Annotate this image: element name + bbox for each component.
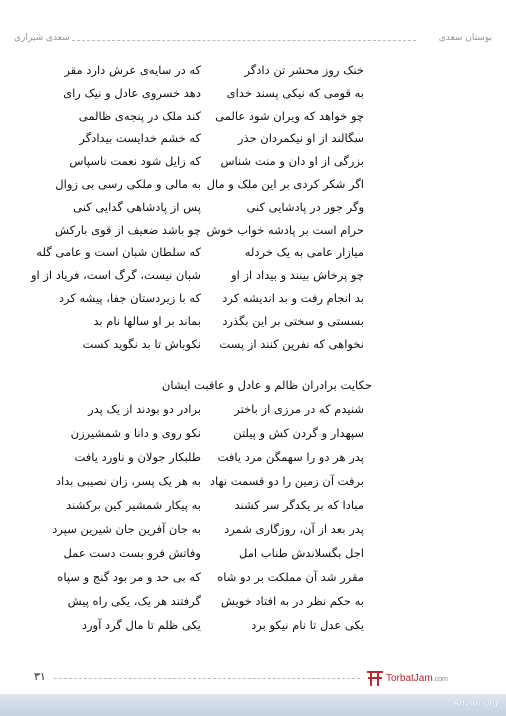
verse-row [0, 223, 506, 247]
verse-row [0, 618, 506, 642]
header-divider [72, 40, 416, 41]
second-hemistich: چو باشد ضعیف از قوی بارکش [55, 222, 201, 237]
second-hemistich: یکی ظلم تا مال گرد آورد [81, 618, 201, 632]
verse-row [0, 245, 506, 269]
second-hemistich: که با زیردستان جفا، پیشه کرد [58, 291, 201, 305]
verse-row [0, 570, 506, 594]
second-hemistich: به هر یک پسر، زان نصیبی بداد [55, 474, 201, 488]
second-hemistich: به جان آفرین جان شیرین سپرد [52, 522, 201, 536]
verse-row [0, 314, 506, 338]
watermark: Anvari.org [452, 698, 498, 709]
first-hemistich: بسستی و سختی بر این بگذرد [222, 313, 364, 328]
book-title: بوستان سعدی [438, 33, 492, 43]
verse-row [0, 337, 506, 361]
second-hemistich: دهد خسروی عادل و نیک رای [63, 85, 201, 100]
first-hemistich: سگالند از او نیکمردان حذر [237, 131, 364, 146]
verse-row [0, 63, 506, 87]
first-hemistich: مقرر شد آن مملکت بر دو شاه [217, 570, 364, 584]
verse-row [0, 594, 506, 618]
page-number: ۳۱ [34, 670, 46, 683]
first-hemistich: نخواهی که نفرین کنند از پست [219, 336, 364, 351]
second-hemistich: که در سایه‌ی عرش دارد مقر [64, 63, 201, 77]
first-hemistich: حرام است بر پادشه خواب خوش [206, 222, 364, 237]
verse-row [0, 522, 506, 546]
verse-row [0, 268, 506, 292]
verse-row [0, 109, 506, 133]
second-hemistich: کند ملک در پنجه‌ی ظالمی [78, 108, 201, 123]
verse-row [0, 291, 506, 315]
first-hemistich: اگر شکر کردی بر این ملک و مال [206, 177, 364, 191]
second-hemistich: نکوباش تا بد نگوید کست [82, 336, 201, 351]
verse-row [0, 154, 506, 178]
verse-row [0, 426, 506, 450]
verse-row [0, 200, 506, 224]
second-hemistich: به مالی و ملکی رسی بی زوال [55, 177, 201, 191]
first-hemistich: پدر هر دو را سهمگن مرد یافت [217, 450, 364, 464]
torbatjam-logo-icon [366, 668, 384, 688]
first-hemistich: میازار عامی به یک خردله [244, 245, 364, 260]
page-footer [0, 668, 506, 688]
first-hemistich: چو خواهد که ویران شود عالمی [215, 108, 364, 123]
first-hemistich: برفت آن زمین را دو قسمت نهاد [209, 474, 364, 488]
verse-row [0, 546, 506, 570]
verse-row [0, 474, 506, 498]
second-hemistich: که خشم خدایست بیدادگر [79, 131, 201, 146]
first-hemistich: خنک روز محشر تن دادگر [244, 63, 364, 77]
site-logo [366, 668, 476, 688]
second-hemistich: برادر دو بودند از یک پدر [88, 402, 201, 416]
first-hemistich: به قومی که نیکی پسند خدای [226, 85, 364, 100]
page-header [14, 33, 492, 47]
verse-row [0, 177, 506, 201]
author-name: سعدی شیرازی [14, 33, 70, 43]
first-hemistich: پدر بعد از آن، روزگاری شمرد [224, 522, 364, 536]
verse-row [0, 131, 506, 155]
first-hemistich: بد انجام رفت و بد اندیشه کرد [222, 291, 364, 305]
first-hemistich: سپهدار و گردن کش و پیلتن [233, 426, 364, 440]
story-title: حکایت برادران ظالم و عادل و عاقبت ایشان [161, 378, 372, 392]
second-hemistich: که زایل شود نعمت ناسپاس [69, 154, 201, 169]
second-hemistich: پس از پادشاهی گدایی کنی [73, 199, 201, 214]
footer-divider [54, 678, 360, 679]
first-hemistich: شنیدم که در مرزی از باختر [234, 402, 364, 416]
first-hemistich: یکی عدل تا نام نیکو برد [251, 618, 364, 632]
verse-row [0, 402, 506, 426]
first-hemistich: مبادا که بر یکدگر سر کشند [234, 498, 364, 512]
second-hemistich: بماند بر او سالها نام بد [93, 313, 201, 328]
second-hemistich: به پیکار شمشیر کین برکشند [66, 498, 201, 512]
verse-row [0, 450, 506, 474]
verse-row [0, 86, 506, 110]
bottom-band [0, 694, 506, 716]
second-hemistich: شبان نیست، گرگ است، فریاد از او [30, 268, 201, 283]
logo-text: TorbatJam.com [386, 673, 448, 684]
second-hemistich: که سلطان شبان است و عامی گله [36, 245, 201, 260]
first-hemistich: به حکم نظر در به افتاد خویش [220, 594, 364, 608]
first-hemistich: وگر جور در پادشایی کنی [246, 199, 364, 214]
verse-row [0, 498, 506, 522]
first-hemistich: بزرگی از او دان و منت شناس [220, 154, 364, 169]
second-hemistich: نکو روی و دانا و شمشیرزن [70, 426, 201, 440]
second-hemistich: که بی حد و مر بود گنج و سپاه [57, 570, 201, 584]
second-hemistich: طلبکار جولان و ناورد یافت [74, 450, 201, 464]
first-hemistich: چو پرخاش بینند و بیداد از او [231, 268, 364, 283]
second-hemistich: گرفتند هر یک، یکی راه پیش [67, 594, 201, 608]
second-hemistich: وفاتش فرو بست دست عمل [63, 546, 201, 560]
first-hemistich: اجل بگسلاندش طناب امل [239, 546, 364, 560]
